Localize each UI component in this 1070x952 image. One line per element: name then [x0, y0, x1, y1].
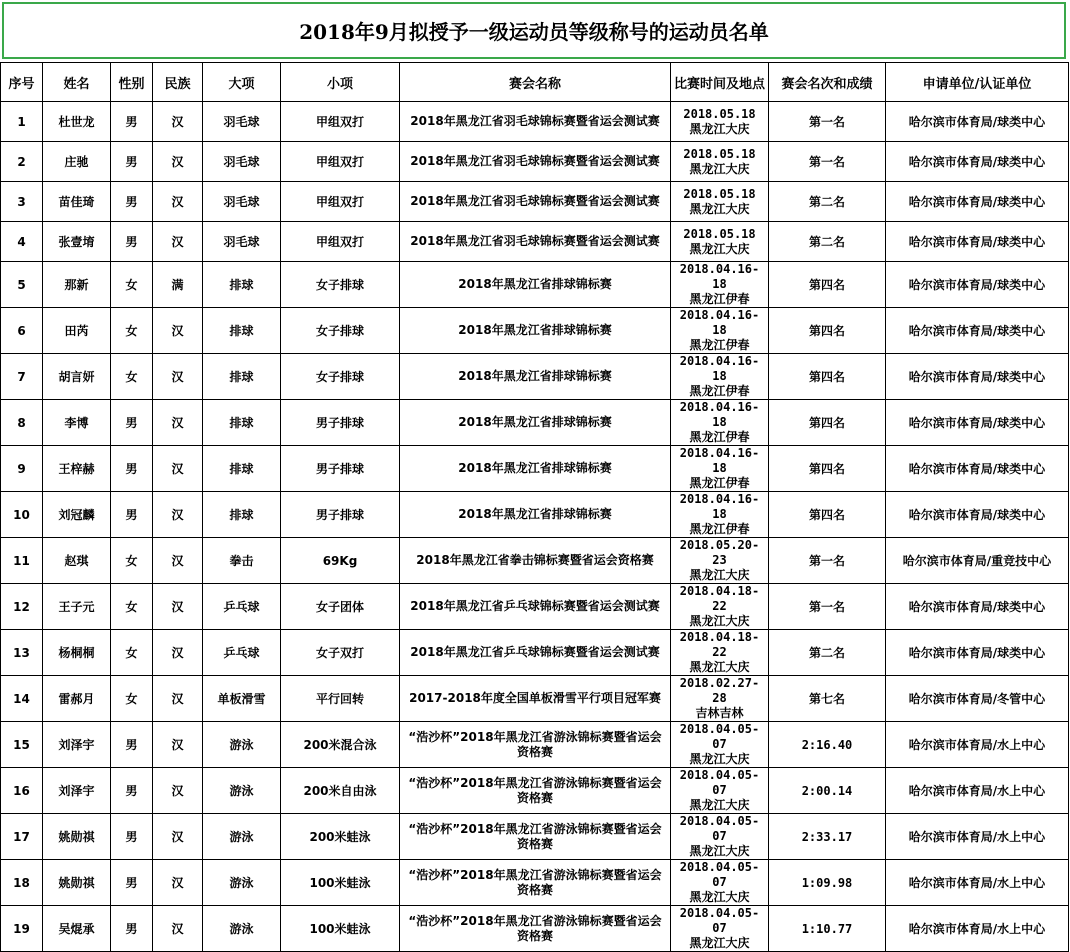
- cell-gender[interactable]: 女: [111, 354, 153, 400]
- column-header-time-place[interactable]: 比赛时间及地点: [671, 63, 769, 102]
- match-place: 黑龙江伊春: [689, 338, 750, 352]
- cell-time-place[interactable]: [671, 676, 769, 722]
- cell-unit[interactable]: 哈尔滨市体育局/球类中心: [886, 308, 1069, 354]
- column-header-competition[interactable]: 赛会名称: [400, 63, 671, 102]
- match-place: 黑龙江伊春: [689, 292, 750, 306]
- cell-gender[interactable]: 女: [111, 538, 153, 584]
- cell-no[interactable]: 2: [1, 142, 43, 182]
- cell-name[interactable]: 姚勋祺: [43, 860, 111, 906]
- cell-unit[interactable]: 哈尔滨市体育局/球类中心: [886, 492, 1069, 538]
- athlete-table: [0, 62, 1069, 952]
- cell-competition[interactable]: 2018年黑龙江省排球锦标赛: [400, 446, 671, 492]
- cell-time-place[interactable]: [671, 446, 769, 492]
- cell-result[interactable]: 第一名: [769, 538, 886, 584]
- cell-unit[interactable]: 哈尔滨市体育局/水上中心: [886, 860, 1069, 906]
- match-place: 黑龙江大庆: [689, 844, 750, 858]
- table-row: [1, 630, 1069, 676]
- cell-no[interactable]: 1: [1, 102, 43, 142]
- cell-unit[interactable]: 哈尔滨市体育局/冬管中心: [886, 676, 1069, 722]
- cell-name[interactable]: 王梓赫: [43, 446, 111, 492]
- table-row: [1, 400, 1069, 446]
- cell-event[interactable]: 100米蛙泳: [281, 860, 400, 906]
- cell-event[interactable]: 男子排球: [281, 446, 400, 492]
- cell-competition[interactable]: 2018年黑龙江省排球锦标赛: [400, 354, 671, 400]
- table-row: [1, 222, 1069, 262]
- cell-time-place[interactable]: [671, 538, 769, 584]
- cell-ethnicity[interactable]: 汉: [153, 538, 203, 584]
- cell-sport[interactable]: 排球: [203, 492, 281, 538]
- cell-result[interactable]: 1:09.98: [769, 860, 886, 906]
- cell-time-place[interactable]: [671, 400, 769, 446]
- match-place: 黑龙江伊春: [689, 476, 750, 490]
- cell-result[interactable]: 2:16.40: [769, 722, 886, 768]
- cell-unit[interactable]: 哈尔滨市体育局/球类中心: [886, 400, 1069, 446]
- cell-ethnicity[interactable]: 汉: [153, 102, 203, 142]
- column-header-ethnicity[interactable]: 民族: [153, 63, 203, 102]
- cell-no[interactable]: 12: [1, 584, 43, 630]
- cell-unit[interactable]: 哈尔滨市体育局/水上中心: [886, 768, 1069, 814]
- table-row: [1, 538, 1069, 584]
- cell-unit[interactable]: 哈尔滨市体育局/重竞技中心: [886, 538, 1069, 584]
- cell-sport[interactable]: 单板滑雪: [203, 676, 281, 722]
- cell-time-place[interactable]: [671, 630, 769, 676]
- cell-event[interactable]: 女子排球: [281, 354, 400, 400]
- cell-sport[interactable]: 排球: [203, 308, 281, 354]
- cell-sport[interactable]: 游泳: [203, 768, 281, 814]
- cell-result[interactable]: 1:10.77: [769, 906, 886, 952]
- cell-time-place[interactable]: [671, 222, 769, 262]
- cell-time-place[interactable]: [671, 102, 769, 142]
- cell-unit[interactable]: 哈尔滨市体育局/球类中心: [886, 222, 1069, 262]
- cell-result[interactable]: 第四名: [769, 308, 886, 354]
- cell-gender[interactable]: 男: [111, 492, 153, 538]
- cell-event[interactable]: 甲组双打: [281, 102, 400, 142]
- cell-sport[interactable]: 羽毛球: [203, 222, 281, 262]
- cell-event[interactable]: 100米蛙泳: [281, 906, 400, 952]
- table-row: [1, 308, 1069, 354]
- cell-no[interactable]: 7: [1, 354, 43, 400]
- cell-no[interactable]: 5: [1, 262, 43, 308]
- cell-name[interactable]: 刘冠麟: [43, 492, 111, 538]
- column-header-name[interactable]: 姓名: [43, 63, 111, 102]
- match-date: 2018.04.05-07: [679, 768, 760, 797]
- cell-ethnicity[interactable]: 汉: [153, 400, 203, 446]
- cell-sport[interactable]: 乒乓球: [203, 584, 281, 630]
- cell-unit[interactable]: 哈尔滨市体育局/球类中心: [886, 630, 1069, 676]
- cell-name[interactable]: 刘泽宇: [43, 768, 111, 814]
- table-row: [1, 814, 1069, 860]
- cell-ethnicity[interactable]: 汉: [153, 182, 203, 222]
- table-row: [1, 182, 1069, 222]
- cell-result[interactable]: 第一名: [769, 584, 886, 630]
- match-place: 黑龙江伊春: [689, 430, 750, 444]
- cell-unit[interactable]: 哈尔滨市体育局/球类中心: [886, 102, 1069, 142]
- match-place: 黑龙江大庆: [689, 241, 750, 256]
- cell-sport[interactable]: 排球: [203, 400, 281, 446]
- cell-time-place[interactable]: [671, 354, 769, 400]
- cell-no[interactable]: 16: [1, 768, 43, 814]
- cell-ethnicity[interactable]: 满: [153, 262, 203, 308]
- cell-gender[interactable]: 男: [111, 814, 153, 860]
- cell-time-place[interactable]: [671, 860, 769, 906]
- cell-unit[interactable]: 哈尔滨市体育局/球类中心: [886, 182, 1069, 222]
- cell-name[interactable]: 吴焜承: [43, 906, 111, 952]
- match-place: 黑龙江大庆: [689, 201, 750, 216]
- cell-name[interactable]: 杜世龙: [43, 102, 111, 142]
- match-date: 2018.04.05-07: [679, 906, 760, 935]
- cell-time-place[interactable]: [671, 722, 769, 768]
- match-date: 2018.05.18: [683, 226, 756, 241]
- cell-ethnicity[interactable]: 汉: [153, 814, 203, 860]
- cell-name[interactable]: 田芮: [43, 308, 111, 354]
- match-date: 2018.04.16-18: [679, 400, 760, 429]
- cell-gender[interactable]: 女: [111, 584, 153, 630]
- cell-name[interactable]: 那新: [43, 262, 111, 308]
- cell-sport[interactable]: 游泳: [203, 906, 281, 952]
- cell-sport[interactable]: 游泳: [203, 722, 281, 768]
- match-place: 黑龙江大庆: [689, 121, 750, 136]
- column-header-event[interactable]: 小项: [281, 63, 400, 102]
- match-place: 黑龙江大庆: [689, 752, 750, 766]
- column-header-unit[interactable]: 申请单位/认证单位: [886, 63, 1069, 102]
- cell-time-place[interactable]: [671, 182, 769, 222]
- cell-gender[interactable]: 男: [111, 446, 153, 492]
- cell-gender[interactable]: 女: [111, 676, 153, 722]
- table-row: [1, 142, 1069, 182]
- cell-result[interactable]: 2:33.17: [769, 814, 886, 860]
- cell-no[interactable]: 18: [1, 860, 43, 906]
- table-header: [1, 63, 1069, 102]
- cell-ethnicity[interactable]: 汉: [153, 768, 203, 814]
- match-date: 2018.04.16-18: [679, 308, 760, 337]
- cell-event[interactable]: 200米蛙泳: [281, 814, 400, 860]
- match-date: 2018.05.18: [683, 186, 756, 201]
- match-date: 2018.04.05-07: [679, 814, 760, 843]
- cell-time-place[interactable]: [671, 584, 769, 630]
- cell-gender[interactable]: 男: [111, 182, 153, 222]
- cell-competition[interactable]: 2018年黑龙江省羽毛球锦标赛暨省运会测试赛: [400, 182, 671, 222]
- match-place: 黑龙江大庆: [689, 890, 750, 904]
- cell-result[interactable]: 第四名: [769, 262, 886, 308]
- cell-name[interactable]: 李博: [43, 400, 111, 446]
- match-date: 2018.04.16-18: [679, 492, 760, 521]
- cell-sport[interactable]: 排球: [203, 354, 281, 400]
- cell-no[interactable]: 14: [1, 676, 43, 722]
- cell-result[interactable]: 第二名: [769, 222, 886, 262]
- cell-competition[interactable]: “浩沙杯”2018年黑龙江省游泳锦标赛暨省运会资格赛: [400, 860, 671, 906]
- cell-event[interactable]: 200米混合泳: [281, 722, 400, 768]
- cell-gender[interactable]: 男: [111, 906, 153, 952]
- cell-name[interactable]: 赵琪: [43, 538, 111, 584]
- table-row: [1, 860, 1069, 906]
- cell-event[interactable]: 女子双打: [281, 630, 400, 676]
- cell-no[interactable]: 19: [1, 906, 43, 952]
- cell-no[interactable]: 15: [1, 722, 43, 768]
- cell-ethnicity[interactable]: 汉: [153, 906, 203, 952]
- cell-unit[interactable]: 哈尔滨市体育局/球类中心: [886, 354, 1069, 400]
- cell-time-place[interactable]: [671, 308, 769, 354]
- cell-ethnicity[interactable]: 汉: [153, 492, 203, 538]
- match-place: 黑龙江伊春: [689, 384, 750, 398]
- cell-name[interactable]: 苗佳琦: [43, 182, 111, 222]
- cell-name[interactable]: 王子元: [43, 584, 111, 630]
- cell-time-place[interactable]: [671, 906, 769, 952]
- match-place: 黑龙江大庆: [689, 568, 750, 582]
- page-title[interactable]: 2018年9月拟授予一级运动员等级称号的运动员名单: [2, 2, 1066, 59]
- cell-result[interactable]: 第七名: [769, 676, 886, 722]
- cell-name[interactable]: 雷郝月: [43, 676, 111, 722]
- cell-result[interactable]: 第四名: [769, 400, 886, 446]
- cell-competition[interactable]: 2018年黑龙江省排球锦标赛: [400, 308, 671, 354]
- table-row: [1, 676, 1069, 722]
- cell-gender[interactable]: 男: [111, 222, 153, 262]
- cell-competition[interactable]: 2018年黑龙江省乒乓球锦标赛暨省运会测试赛: [400, 630, 671, 676]
- cell-ethnicity[interactable]: 汉: [153, 722, 203, 768]
- cell-time-place[interactable]: [671, 492, 769, 538]
- cell-result[interactable]: 第二名: [769, 630, 886, 676]
- cell-result[interactable]: 2:00.14: [769, 768, 886, 814]
- cell-gender[interactable]: 女: [111, 262, 153, 308]
- cell-no[interactable]: 6: [1, 308, 43, 354]
- table-row: [1, 768, 1069, 814]
- cell-no[interactable]: 11: [1, 538, 43, 584]
- cell-gender[interactable]: 女: [111, 630, 153, 676]
- cell-competition[interactable]: 2018年黑龙江省排球锦标赛: [400, 262, 671, 308]
- table-row: [1, 446, 1069, 492]
- cell-competition[interactable]: 2018年黑龙江省羽毛球锦标赛暨省运会测试赛: [400, 102, 671, 142]
- cell-event[interactable]: 男子排球: [281, 400, 400, 446]
- match-place: 黑龙江大庆: [689, 660, 750, 674]
- cell-result[interactable]: 第四名: [769, 492, 886, 538]
- cell-unit[interactable]: 哈尔滨市体育局/水上中心: [886, 906, 1069, 952]
- cell-result[interactable]: 第四名: [769, 446, 886, 492]
- cell-gender[interactable]: 男: [111, 142, 153, 182]
- table-body: [1, 102, 1069, 952]
- cell-event[interactable]: 甲组双打: [281, 222, 400, 262]
- match-place: 黑龙江大庆: [689, 614, 750, 628]
- cell-time-place[interactable]: [671, 768, 769, 814]
- cell-time-place[interactable]: [671, 142, 769, 182]
- match-place: 黑龙江伊春: [689, 522, 750, 536]
- match-date: 2018.04.16-18: [679, 262, 760, 291]
- cell-unit[interactable]: 哈尔滨市体育局/球类中心: [886, 584, 1069, 630]
- cell-no[interactable]: 8: [1, 400, 43, 446]
- cell-gender[interactable]: 男: [111, 400, 153, 446]
- cell-no[interactable]: 13: [1, 630, 43, 676]
- cell-result[interactable]: 第四名: [769, 354, 886, 400]
- cell-no[interactable]: 9: [1, 446, 43, 492]
- cell-name[interactable]: 胡言妍: [43, 354, 111, 400]
- cell-name[interactable]: 杨桐桐: [43, 630, 111, 676]
- cell-ethnicity[interactable]: 汉: [153, 676, 203, 722]
- column-header-no[interactable]: 序号: [1, 63, 43, 102]
- cell-result[interactable]: 第一名: [769, 102, 886, 142]
- cell-sport[interactable]: 羽毛球: [203, 102, 281, 142]
- cell-event[interactable]: 女子团体: [281, 584, 400, 630]
- cell-gender[interactable]: 男: [111, 768, 153, 814]
- match-place: 黑龙江大庆: [689, 936, 750, 950]
- cell-ethnicity[interactable]: 汉: [153, 446, 203, 492]
- match-date: 2018.04.16-18: [679, 354, 760, 383]
- match-place: 黑龙江大庆: [689, 161, 750, 176]
- cell-competition[interactable]: 2018年黑龙江省排球锦标赛: [400, 400, 671, 446]
- table-row: [1, 102, 1069, 142]
- table-row: [1, 262, 1069, 308]
- cell-result[interactable]: 第一名: [769, 142, 886, 182]
- cell-no[interactable]: 4: [1, 222, 43, 262]
- cell-event[interactable]: 69Kg: [281, 538, 400, 584]
- cell-competition[interactable]: 2018年黑龙江省羽毛球锦标赛暨省运会测试赛: [400, 222, 671, 262]
- cell-competition[interactable]: “浩沙杯”2018年黑龙江省游泳锦标赛暨省运会资格赛: [400, 768, 671, 814]
- cell-competition[interactable]: 2018年黑龙江省排球锦标赛: [400, 492, 671, 538]
- cell-ethnicity[interactable]: 汉: [153, 222, 203, 262]
- cell-competition[interactable]: “浩沙杯”2018年黑龙江省游泳锦标赛暨省运会资格赛: [400, 906, 671, 952]
- table-row: [1, 584, 1069, 630]
- cell-sport[interactable]: 游泳: [203, 814, 281, 860]
- match-date: 2018.04.18-22: [679, 630, 760, 659]
- cell-unit[interactable]: 哈尔滨市体育局/球类中心: [886, 142, 1069, 182]
- column-header-gender[interactable]: 性别: [111, 63, 153, 102]
- table-row: [1, 722, 1069, 768]
- cell-no[interactable]: 10: [1, 492, 43, 538]
- table-row: [1, 354, 1069, 400]
- cell-sport[interactable]: 乒乓球: [203, 630, 281, 676]
- cell-sport[interactable]: 羽毛球: [203, 142, 281, 182]
- match-place: 吉林吉林: [695, 706, 744, 720]
- match-date: 2018.04.16-18: [679, 446, 760, 475]
- column-header-result[interactable]: 赛会名次和成绩: [769, 63, 886, 102]
- column-header-sport[interactable]: 大项: [203, 63, 281, 102]
- table-row: [1, 492, 1069, 538]
- cell-ethnicity[interactable]: 汉: [153, 630, 203, 676]
- table-row: [1, 906, 1069, 952]
- cell-event[interactable]: 女子排球: [281, 308, 400, 354]
- cell-sport[interactable]: 游泳: [203, 860, 281, 906]
- cell-unit[interactable]: 哈尔滨市体育局/水上中心: [886, 722, 1069, 768]
- cell-event[interactable]: 甲组双打: [281, 182, 400, 222]
- match-date: 2018.05.20-23: [679, 538, 760, 567]
- cell-sport[interactable]: 拳击: [203, 538, 281, 584]
- cell-competition[interactable]: 2018年黑龙江省羽毛球锦标赛暨省运会测试赛: [400, 142, 671, 182]
- cell-ethnicity[interactable]: 汉: [153, 142, 203, 182]
- match-date: 2018.02.27-28: [679, 676, 760, 705]
- cell-gender[interactable]: 男: [111, 722, 153, 768]
- cell-result[interactable]: 第二名: [769, 182, 886, 222]
- match-date: 2018.04.05-07: [679, 860, 760, 889]
- cell-ethnicity[interactable]: 汉: [153, 584, 203, 630]
- cell-event[interactable]: 男子排球: [281, 492, 400, 538]
- cell-no[interactable]: 3: [1, 182, 43, 222]
- cell-unit[interactable]: 哈尔滨市体育局/球类中心: [886, 262, 1069, 308]
- match-place: 黑龙江大庆: [689, 798, 750, 812]
- cell-competition[interactable]: “浩沙杯”2018年黑龙江省游泳锦标赛暨省运会资格赛: [400, 814, 671, 860]
- cell-sport[interactable]: 羽毛球: [203, 182, 281, 222]
- cell-name[interactable]: 姚勋祺: [43, 814, 111, 860]
- cell-sport[interactable]: 排球: [203, 446, 281, 492]
- cell-competition[interactable]: 2018年黑龙江省拳击锦标赛暨省运会资格赛: [400, 538, 671, 584]
- cell-name[interactable]: 刘泽宇: [43, 722, 111, 768]
- cell-event[interactable]: 女子排球: [281, 262, 400, 308]
- cell-ethnicity[interactable]: 汉: [153, 308, 203, 354]
- cell-sport[interactable]: 排球: [203, 262, 281, 308]
- cell-unit[interactable]: 哈尔滨市体育局/球类中心: [886, 446, 1069, 492]
- cell-competition[interactable]: “浩沙杯”2018年黑龙江省游泳锦标赛暨省运会资格赛: [400, 722, 671, 768]
- match-date: 2018.05.18: [683, 146, 756, 161]
- cell-time-place[interactable]: [671, 262, 769, 308]
- match-date: 2018.04.05-07: [679, 722, 760, 751]
- cell-name[interactable]: 庄驰: [43, 142, 111, 182]
- cell-event[interactable]: 平行回转: [281, 676, 400, 722]
- cell-gender[interactable]: 男: [111, 860, 153, 906]
- cell-unit[interactable]: 哈尔滨市体育局/水上中心: [886, 814, 1069, 860]
- cell-name[interactable]: 张壹堉: [43, 222, 111, 262]
- match-date: 2018.04.18-22: [679, 584, 760, 613]
- cell-competition[interactable]: 2017-2018年度全国单板滑雪平行项目冠军赛: [400, 676, 671, 722]
- cell-event[interactable]: 甲组双打: [281, 142, 400, 182]
- cell-competition[interactable]: 2018年黑龙江省乒乓球锦标赛暨省运会测试赛: [400, 584, 671, 630]
- cell-gender[interactable]: 男: [111, 102, 153, 142]
- cell-time-place[interactable]: [671, 814, 769, 860]
- cell-gender[interactable]: 女: [111, 308, 153, 354]
- cell-ethnicity[interactable]: 汉: [153, 354, 203, 400]
- cell-no[interactable]: 17: [1, 814, 43, 860]
- cell-ethnicity[interactable]: 汉: [153, 860, 203, 906]
- header-row: [1, 63, 1069, 102]
- cell-event[interactable]: 200米自由泳: [281, 768, 400, 814]
- match-date: 2018.05.18: [683, 106, 756, 121]
